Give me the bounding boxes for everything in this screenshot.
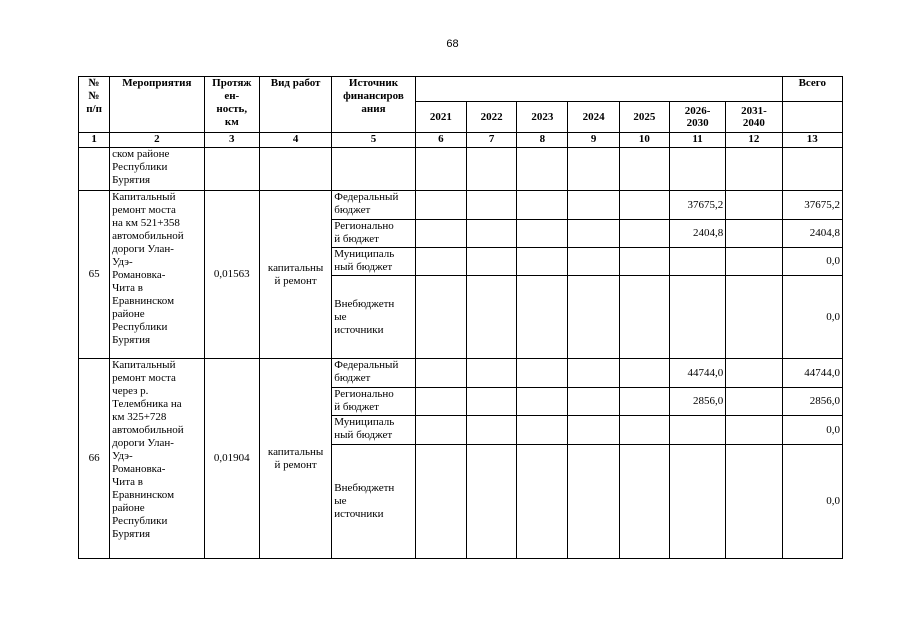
table-cell [517, 359, 568, 388]
table-cell [726, 148, 782, 191]
value-total: 44744,0 [782, 359, 842, 388]
entry-length: 0,01563 [204, 191, 259, 359]
funding-source: Федеральный бюджет [332, 191, 415, 220]
table-cell [726, 276, 782, 359]
table-cell [466, 148, 516, 191]
value-2026-2030: 37675,2 [669, 191, 725, 220]
table-cell [568, 445, 619, 559]
table-cell [619, 191, 669, 220]
table-row [79, 359, 843, 388]
table-cell [568, 148, 619, 191]
column-number: 8 [517, 133, 568, 148]
table-cell [517, 191, 568, 220]
table-cell [415, 220, 466, 248]
value-total: 0,0 [782, 276, 842, 359]
table-cell [466, 445, 516, 559]
page-number: 68 [446, 38, 459, 50]
column-number: 4 [259, 133, 331, 148]
table-cell [568, 359, 619, 388]
column-number: 12 [726, 133, 782, 148]
header-year: 2022 [466, 102, 516, 133]
table-cell [466, 388, 516, 416]
header-year: 2023 [517, 102, 568, 133]
table-cell [517, 220, 568, 248]
funding-source: Внебюджетн ые источники [332, 276, 415, 359]
table-cell [568, 248, 619, 276]
table-cell [619, 148, 669, 191]
table-cell [415, 276, 466, 359]
table-cell [726, 388, 782, 416]
value-total: 0,0 [782, 445, 842, 559]
continuation-row [79, 148, 843, 191]
table-cell [466, 248, 516, 276]
entry-work-type: капитальны й ремонт [259, 359, 331, 559]
entry-length: 0,01904 [204, 359, 259, 559]
table-cell [568, 191, 619, 220]
value-2026-2030: 2404,8 [669, 220, 725, 248]
header-year: 2021 [415, 102, 466, 133]
entry-number: 66 [79, 359, 110, 559]
funding-source: Внебюджетн ые источники [332, 445, 415, 559]
value-total: 37675,2 [782, 191, 842, 220]
table-cell [415, 191, 466, 220]
table-cell [517, 148, 568, 191]
table-cell [726, 359, 782, 388]
column-number: 11 [669, 133, 725, 148]
column-number: 6 [415, 133, 466, 148]
table-cell [619, 276, 669, 359]
value-2026-2030 [669, 445, 725, 559]
table-cell [568, 220, 619, 248]
table-cell [466, 191, 516, 220]
financing-table [78, 76, 843, 559]
column-number: 9 [568, 133, 619, 148]
table-cell [619, 359, 669, 388]
table-cell [568, 388, 619, 416]
header-col-total: Всего [782, 77, 842, 102]
table-cell [726, 248, 782, 276]
funding-source: Муниципаль ный бюджет [332, 416, 415, 445]
header-years-span [415, 77, 782, 102]
table-row [79, 191, 843, 220]
value-2026-2030: 44744,0 [669, 359, 725, 388]
table-cell [517, 276, 568, 359]
table-cell [415, 445, 466, 559]
table-cell [204, 148, 259, 191]
table-cell [726, 220, 782, 248]
column-number: 13 [782, 133, 842, 148]
value-2026-2030 [669, 276, 725, 359]
table-cell [259, 148, 331, 191]
value-2026-2030 [669, 416, 725, 445]
header-year: 2024 [568, 102, 619, 133]
table-cell [619, 445, 669, 559]
table-cell [619, 248, 669, 276]
table-cell [466, 276, 516, 359]
column-number: 3 [204, 133, 259, 148]
column-number: 7 [466, 133, 516, 148]
column-number: 2 [110, 133, 204, 148]
column-number: 5 [332, 133, 415, 148]
table-cell [415, 359, 466, 388]
value-total: 2404,8 [782, 220, 842, 248]
entry-name: Капитальный ремонт моста через р. Телембника на км 325+728 автомобильной дороги Улан- Удэ- Романовка- Чита в Еравнинском районе Республики Бурятия [110, 359, 204, 559]
table-cell [726, 416, 782, 445]
value-2026-2030 [669, 248, 725, 276]
header-col-funding-source: Источник финансиров ания [332, 77, 415, 133]
entry-name: Капитальный ремонт моста на км 521+358 автомобильной дороги Улан- Удэ- Романовка- Чита в Еравнинском районе Республики Бурятия [110, 191, 204, 359]
table-cell [726, 445, 782, 559]
table-cell [415, 388, 466, 416]
table-cell [726, 191, 782, 220]
entry-number: 65 [79, 191, 110, 359]
table-cell [517, 388, 568, 416]
table-cell [466, 359, 516, 388]
value-total: 0,0 [782, 416, 842, 445]
value-2026-2030: 2856,0 [669, 388, 725, 416]
entry-work-type: капитальны й ремонт [259, 191, 331, 359]
value-total: 2856,0 [782, 388, 842, 416]
header-col-work-type: Вид работ [259, 77, 331, 133]
table-cell [466, 220, 516, 248]
header-total-blank [782, 102, 842, 133]
column-number: 1 [79, 133, 110, 148]
table-cell [415, 148, 466, 191]
table-cell [619, 220, 669, 248]
funding-source: Муниципаль ный бюджет [332, 248, 415, 276]
table-cell [568, 416, 619, 445]
header-col-activities: Мероприятия [110, 77, 204, 133]
table-cell [619, 388, 669, 416]
funding-source: Федеральный бюджет [332, 359, 415, 388]
header-col-length: Протяж ен- ность, км [204, 77, 259, 133]
table-cell [782, 148, 842, 191]
column-number: 10 [619, 133, 669, 148]
table-cell [415, 416, 466, 445]
table-cell [415, 248, 466, 276]
funding-source: Регионально й бюджет [332, 388, 415, 416]
header-year: 2031- 2040 [726, 102, 782, 133]
table-cell [517, 445, 568, 559]
funding-source: Регионально й бюджет [332, 220, 415, 248]
continuation-text: ском районе Республики Бурятия [110, 148, 204, 191]
table-cell [517, 248, 568, 276]
header-col-number: № № п/п [79, 77, 110, 133]
table-cell [79, 148, 110, 191]
value-total: 0,0 [782, 248, 842, 276]
table-cell [619, 416, 669, 445]
table-cell [332, 148, 415, 191]
header-year: 2025 [619, 102, 669, 133]
table-cell [466, 416, 516, 445]
header-year: 2026- 2030 [669, 102, 725, 133]
table-cell [568, 276, 619, 359]
table-cell [517, 416, 568, 445]
table-cell [669, 148, 725, 191]
